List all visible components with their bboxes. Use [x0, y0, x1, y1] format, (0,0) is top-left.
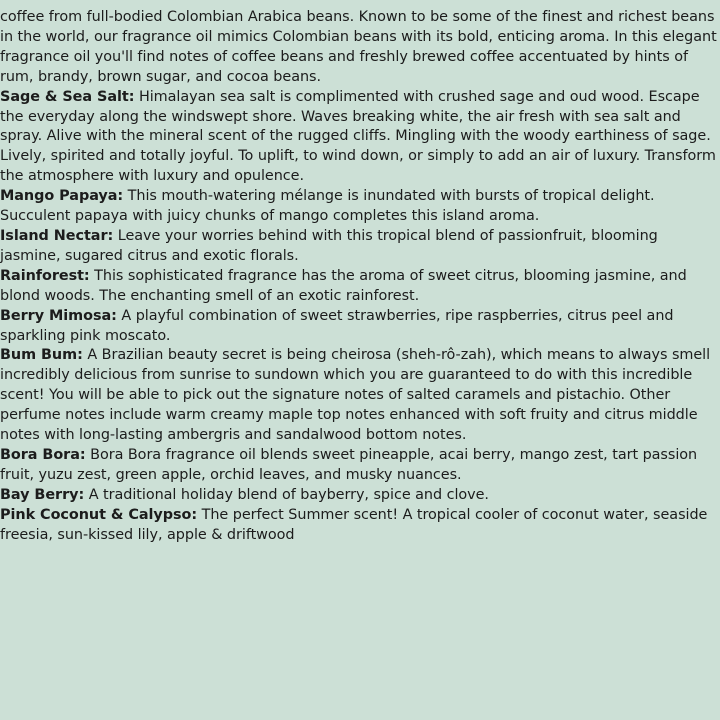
scent-name: Rainforest:: [0, 267, 90, 284]
coffee-intro-text: coffee from full-bodied Colombian Arabica beans. Known to be some of the finest and richest beans in the world, our fragrance oil mimics Colombian beans with its bold, enticing aroma. In this elegant fragrance oil you'll find notes of coffee beans and freshly brewed coffee accentuated by hints of rum, brandy, brown sugar, and cocoa beans.: [0, 9, 717, 85]
scent-name: Bay Berry:: [0, 486, 85, 503]
scent-entry-rainforest: [0, 267, 720, 307]
scent-description: This sophisticated fragrance has the aroma of sweet citrus, blooming jasmine, and blond woods. The enchanting smell of an exotic rainforest.: [0, 267, 687, 304]
scent-entry-sage-sea-salt: [0, 88, 720, 188]
scent-entry-bum-bum: [0, 346, 720, 446]
scent-name: Bum Bum:: [0, 347, 83, 364]
scent-description: A playful combination of sweet strawberries, ripe raspberries, citrus peel and sparkling pink moscato.: [0, 307, 674, 344]
scent-description: A traditional holiday blend of bayberry, spice and clove.: [88, 486, 489, 503]
scent-description: This mouth-watering mélange is inundated with bursts of tropical delight. Succulent papaya with juicy chunks of mango completes this island aroma.: [0, 188, 655, 225]
scent-description: Himalayan sea salt is complimented with crushed sage and oud wood. Escape the everyday along the windswept shore. Waves breaking white, the air fresh with sea salt and spray. Alive with the mineral scent of the rugged cliffs. Mingling with the woody earthiness of sage. Lively, spirited and totally joyful. To uplift, to wind down, or simply to add an air of luxury. Transform the atmosphere with luxury and opulence.: [0, 88, 716, 185]
scent-entry-island-nectar: [0, 227, 720, 267]
scent-description: Leave your worries behind with this tropical blend of passionfruit, blooming jasmine, sugared citrus and exotic florals.: [0, 227, 658, 264]
scent-entry-bora-bora: [0, 446, 720, 486]
scent-entry-pink-coconut-calypso: [0, 506, 720, 546]
scent-name: Pink Coconut & Calypso:: [0, 506, 198, 523]
scent-name: Bora Bora:: [0, 446, 86, 463]
scent-name: Island Nectar:: [0, 227, 114, 244]
scent-entry-mango-papaya: [0, 187, 720, 227]
scent-entry-berry-mimosa: [0, 307, 720, 347]
scent-description: A Brazilian beauty secret is being cheirosa (sheh-rô-zah), which means to always smell incredibly delicious from sunrise to sundown which you are guaranteed to do with this incredible scent! You will be able to pick out the signature notes of salted caramels and pistachio. Other perfume notes include warm creamy maple top notes enhanced with soft fruity and citrus middle notes with long-lasting ambergris and sandalwood bottom notes.: [0, 347, 711, 444]
scent-name: Mango Papaya:: [0, 188, 124, 205]
scent-description: Bora Bora fragrance oil blends sweet pineapple, acai berry, mango zest, tart passion fruit, yuzu zest, green apple, orchid leaves, and musky nuances.: [0, 446, 698, 483]
scent-name: Sage & Sea Salt:: [0, 88, 135, 105]
scent-description: The perfect Summer scent! A tropical cooler of coconut water, seaside freesia, sun-kissed lily, apple & driftwood: [0, 506, 708, 543]
scent-entry-bay-berry: [0, 486, 720, 506]
scent-name: Berry Mimosa:: [0, 307, 117, 324]
